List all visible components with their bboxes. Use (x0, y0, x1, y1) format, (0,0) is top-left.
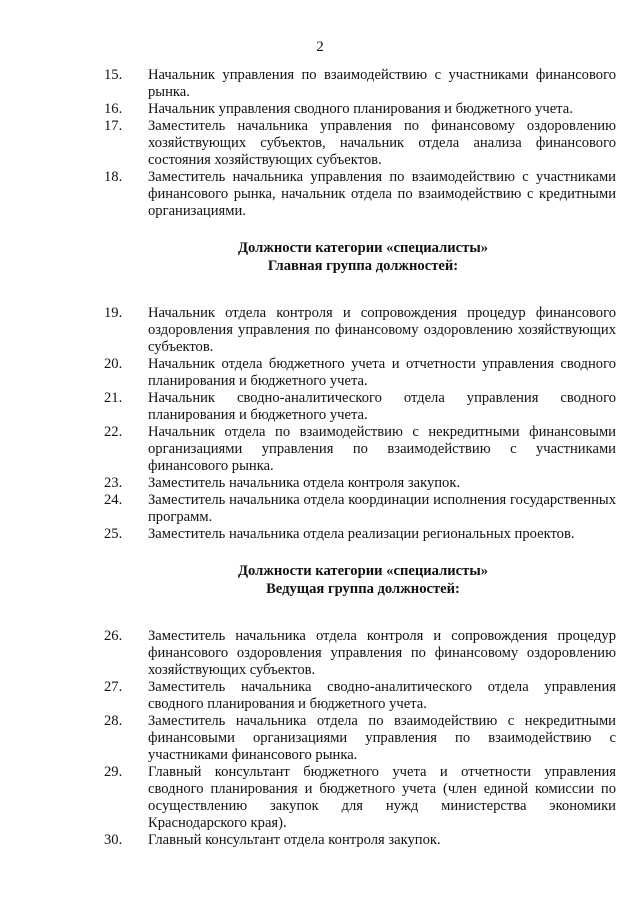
position-list-managers (104, 67, 616, 220)
list-item (104, 67, 616, 101)
item-number: 15. (104, 67, 123, 83)
section-heading-leading-group (104, 563, 616, 598)
list-item (104, 356, 616, 390)
item-number: 21. (104, 390, 123, 406)
item-text: Начальник отдела контроля и сопровождения процедур финансового оздоровления управления по финансовому оздоровлению хозяйствующих субъектов. (148, 305, 616, 355)
item-number: 23. (104, 475, 123, 491)
item-text: Заместитель начальника управления по финансовому оздоровлению хозяйствующих субъектов, начальник отдела анализа финансового состояния хозяйствующих субъектов. (148, 118, 616, 168)
list-item (104, 679, 616, 713)
list-item (104, 169, 616, 220)
list-item (104, 492, 616, 526)
item-number: 30. (104, 832, 123, 848)
item-number: 24. (104, 492, 123, 508)
item-text: Заместитель начальника отдела координации исполнения государственных программ. (148, 492, 616, 525)
list-item (104, 526, 616, 543)
item-number: 25. (104, 526, 123, 542)
item-text: Заместитель начальника отдела контроля и сопровождения процедур финансового оздоровления управления по финансовому оздоровлению хозяйствующих субъектов. (148, 628, 616, 678)
item-text: Заместитель начальника отдела по взаимодействию с некредитными финансовыми организациями управления по взаимодействию с участниками финансового рынка. (148, 713, 616, 763)
item-text: Главный консультант бюджетного учета и отчетности управления сводного планирования и бюджетного учета (член единой комиссии по осуществлению закупок для нужд министерства экономики Краснодарского края). (148, 764, 616, 831)
item-text: Заместитель начальника отдела контроля закупок. (148, 475, 461, 491)
item-number: 26. (104, 628, 123, 644)
list-item (104, 305, 616, 356)
list-item (104, 118, 616, 169)
item-text: Заместитель начальника сводно-аналитического отдела управления сводного планирования и бюджетного учета. (148, 679, 616, 712)
section-subtitle: Главная группа должностей: (267, 257, 459, 274)
section-heading-main-group (104, 240, 616, 275)
item-number: 20. (104, 356, 123, 372)
list-item (104, 832, 616, 849)
section-title: Должности категории «специалисты» (237, 563, 489, 579)
page-number: 2 (316, 39, 324, 55)
item-text: Заместитель начальника отдела реализации региональных проектов. (148, 526, 575, 542)
item-text: Заместитель начальника управления по взаимодействию с участниками финансового рынка, начальник отдела по взаимодействию с кредитными организациями. (148, 169, 616, 219)
document-content (104, 67, 616, 849)
item-number: 17. (104, 118, 123, 134)
item-number: 28. (104, 713, 123, 729)
item-number: 22. (104, 424, 123, 440)
item-text: Начальник сводно-аналитического отдела управления сводного планирования и бюджетного учета. (148, 390, 616, 423)
item-text: Главный консультант отдела контроля закупок. (148, 832, 441, 848)
list-item (104, 628, 616, 679)
list-item (104, 390, 616, 424)
list-item (104, 101, 616, 118)
section-title: Должности категории «специалисты» (237, 240, 489, 256)
item-text: Начальник отдела по взаимодействию с некредитными финансовыми организациями управления по взаимодействию с участниками финансового рынка. (148, 424, 616, 474)
item-text: Начальник отдела бюджетного учета и отчетности управления сводного планирования и бюджетного учета. (148, 356, 616, 389)
section-subtitle: Ведущая группа должностей: (266, 580, 460, 597)
list-item (104, 764, 616, 832)
item-number: 19. (104, 305, 123, 321)
item-number: 16. (104, 101, 123, 117)
item-number: 27. (104, 679, 123, 695)
item-text: Начальник управления сводного планирования и бюджетного учета. (148, 101, 573, 117)
item-number: 18. (104, 169, 123, 185)
position-list-main-group (104, 305, 616, 543)
list-item (104, 424, 616, 475)
position-list-leading-group (104, 628, 616, 849)
item-number: 29. (104, 764, 123, 780)
list-item (104, 475, 616, 492)
item-text: Начальник управления по взаимодействию с участниками финансового рынка. (148, 67, 616, 100)
list-item (104, 713, 616, 764)
